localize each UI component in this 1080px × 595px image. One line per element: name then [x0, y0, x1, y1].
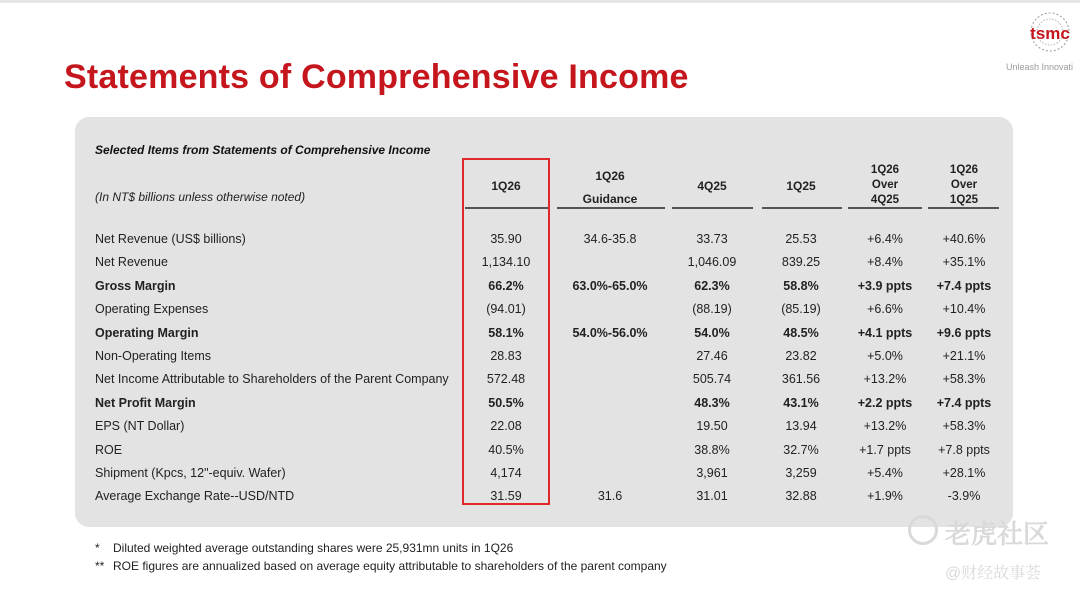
column-header: 1Q26 Over 4Q25	[870, 164, 900, 206]
table-cell: +8.4%	[867, 255, 903, 270]
footnote-text: Diluted weighted average outstanding shares were 25,931mn units in 1Q26	[113, 541, 514, 555]
footnote-1	[95, 541, 513, 555]
brand-tagline: Unleash Innovati	[1006, 62, 1074, 72]
column-header: 1Q26 Over 1Q25	[949, 164, 979, 206]
table-caption: Selected Items from Statements of Comprehensive Income	[95, 143, 431, 157]
table-cell: 361.56	[781, 372, 821, 387]
header-underline	[672, 207, 753, 209]
table-cell: 1,046.09	[687, 255, 737, 270]
footnote-text: ROE figures are annualized based on average equity attributable to shareholders of the parent company	[113, 559, 667, 573]
table-cell: +7.4 ppts	[936, 278, 992, 293]
table-cell: +2.2 ppts	[857, 395, 913, 410]
row-label: Net Profit Margin	[95, 395, 196, 410]
table-cell: 31.59	[490, 489, 522, 504]
table-cell: (85.19)	[781, 302, 821, 317]
header-underline	[557, 207, 665, 209]
table-cell: +4.1 ppts	[857, 325, 913, 340]
header-underline	[928, 207, 999, 209]
table-cell: +3.9 ppts	[857, 278, 913, 293]
table-cell: 32.7%	[783, 442, 819, 457]
table-cell: -3.9%	[947, 489, 981, 504]
table-cell: +13.2%	[863, 372, 907, 387]
table-cell: 50.5%	[488, 395, 524, 410]
footnote-marker: *	[95, 541, 100, 555]
row-label: Non-Operating Items	[95, 349, 212, 363]
row-label: Operating Margin	[95, 325, 199, 340]
footnote-2	[95, 559, 667, 573]
table-cell: 34.6-35.8	[583, 232, 637, 246]
table-cell: +58.3%	[942, 372, 986, 387]
page-title: Statements of Comprehensive Income	[64, 58, 689, 96]
table-cell: 27.46	[696, 349, 728, 363]
row-label: EPS (NT Dollar)	[95, 419, 185, 434]
table-cell: +35.1%	[942, 255, 986, 270]
table-cell: 54.0%-56.0%	[572, 325, 648, 340]
table-cell: 35.90	[490, 232, 522, 246]
table-cell: 48.3%	[694, 395, 730, 410]
table-cell: +58.3%	[942, 419, 986, 434]
table-cell: 43.1%	[783, 395, 819, 410]
units-note: (In NT$ billions unless otherwise noted)	[95, 190, 306, 204]
row-label: Shipment (Kpcs, 12"-equiv. Wafer)	[95, 466, 286, 480]
table-cell: 38.8%	[694, 442, 730, 457]
table-cell: 31.6	[597, 489, 623, 504]
table-cell: 13.94	[785, 419, 817, 434]
table-cell: +6.4%	[867, 232, 903, 246]
column-header: 4Q25	[697, 179, 727, 193]
row-label: Gross Margin	[95, 278, 176, 293]
row-label: Average Exchange Rate--USD/NTD	[95, 489, 295, 504]
watermark-icon	[908, 515, 938, 545]
table-cell: (94.01)	[486, 302, 526, 317]
table-cell: 33.73	[696, 232, 728, 246]
table-cell: +1.9%	[867, 489, 903, 504]
tsmc-logo	[1022, 12, 1078, 58]
table-cell: 22.08	[490, 419, 522, 434]
watermark-handle: @财经故事荟	[945, 565, 1042, 582]
table-cell: 54.0%	[694, 325, 730, 340]
row-label: Net Income Attributable to Shareholders of the Parent Company	[95, 372, 449, 387]
column-header: 1Q26	[491, 179, 521, 193]
table-cell: 4,174	[490, 466, 522, 480]
table-cell: +21.1%	[942, 349, 986, 363]
table-cell: 839.25	[781, 255, 821, 270]
table-cell: +9.6 ppts	[936, 325, 992, 340]
highlight-box-1q26	[462, 158, 550, 505]
row-label: Net Revenue (US$ billions)	[95, 232, 246, 246]
header-underline	[848, 207, 922, 209]
table-cell: +7.4 ppts	[936, 395, 992, 410]
table-cell: 48.5%	[783, 325, 819, 340]
table-cell: +6.6%	[867, 302, 903, 317]
table-cell: (88.19)	[692, 302, 732, 317]
table-cell: 3,961	[696, 466, 728, 480]
row-label: Net Revenue	[95, 255, 168, 270]
table-cell: +10.4%	[942, 302, 986, 317]
column-header: 1Q26 Guidance	[582, 169, 638, 206]
header-underline	[762, 207, 842, 209]
table-cell: 1,134.10	[481, 255, 531, 270]
table-cell: 28.83	[490, 349, 522, 363]
svg-text:tsmc: tsmc	[1030, 24, 1070, 43]
table-cell: +5.4%	[867, 466, 903, 480]
table-cell: 572.48	[486, 372, 526, 387]
table-cell: 58.8%	[783, 278, 819, 293]
table-cell: +28.1%	[942, 466, 986, 480]
table-cell: 25.53	[785, 232, 817, 246]
table-cell: 19.50	[696, 419, 728, 434]
table-cell: 505.74	[692, 372, 732, 387]
table-cell: +1.7 ppts	[859, 442, 911, 457]
watermark-text: 老虎社区	[945, 519, 1050, 549]
row-label: ROE	[95, 442, 123, 457]
table-cell: +5.0%	[867, 349, 903, 363]
table-cell: 23.82	[785, 349, 817, 363]
table-cell: 58.1%	[488, 325, 524, 340]
table-cell: 66.2%	[488, 278, 524, 293]
row-label: Operating Expenses	[95, 302, 209, 317]
table-cell: 32.88	[785, 489, 817, 504]
table-cell: +13.2%	[863, 419, 907, 434]
top-divider	[0, 0, 1080, 3]
table-cell: 62.3%	[694, 278, 730, 293]
footnote-marker: **	[95, 559, 105, 573]
table-cell: 31.01	[696, 489, 728, 504]
table-cell: 40.5%	[488, 442, 524, 457]
table-cell: 3,259	[785, 466, 817, 480]
table-cell: +7.8 ppts	[938, 442, 990, 457]
table-cell: 63.0%-65.0%	[572, 278, 648, 293]
column-header: 1Q25	[786, 179, 816, 193]
table-cell: +40.6%	[942, 232, 986, 246]
